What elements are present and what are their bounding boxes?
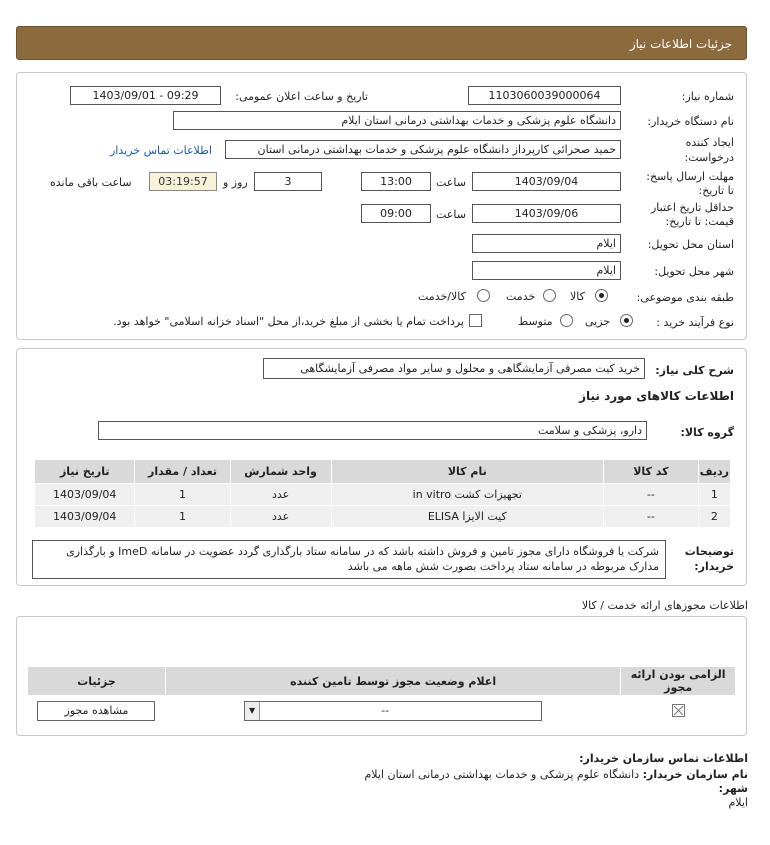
delivery-city-label: شهر محل تحویل: bbox=[654, 265, 734, 278]
license-details-cell bbox=[28, 696, 166, 726]
process-radio-minor[interactable] bbox=[620, 314, 633, 327]
treasury-payment-note: پرداخت تمام یا بخشی از مبلغ خرید،از محل "اسناد خزانه اسلامی" خواهد بود. bbox=[113, 315, 464, 328]
table-row bbox=[28, 696, 736, 726]
cell-qty: 1 bbox=[135, 506, 230, 528]
time-remaining-word: ساعت باقی مانده bbox=[50, 176, 132, 189]
license-status-cell bbox=[165, 696, 620, 726]
col-code: کد کالا bbox=[603, 460, 698, 484]
col-license-required: الزامی بودن ارائه مجوز bbox=[621, 667, 736, 696]
contact-org bbox=[365, 768, 749, 781]
category-radio-goods[interactable] bbox=[595, 289, 608, 302]
col-date: تاریخ نیاز bbox=[35, 460, 135, 484]
license-status-value: -- bbox=[381, 703, 390, 717]
deadline-label-1: مهلت ارسال پاسخ: bbox=[646, 170, 734, 183]
buyer-notes-label-2: خریدار: bbox=[694, 560, 734, 573]
cell-code: -- bbox=[603, 484, 698, 506]
col-qty: تعداد / مقدار bbox=[135, 460, 230, 484]
col-row: ردیف bbox=[698, 460, 730, 484]
contact-city bbox=[719, 782, 748, 795]
summary-label: شرح کلی نیاز: bbox=[655, 364, 734, 377]
announce-date-field: 1403/09/01 - 09:29 bbox=[70, 86, 221, 105]
time-remaining-field: 03:19:57 bbox=[149, 172, 217, 191]
cell-name: تجهیزات کشت in vitro bbox=[331, 484, 603, 506]
category-radio-goods-service[interactable] bbox=[477, 289, 490, 302]
contact-province bbox=[729, 796, 749, 809]
category-option-service: خدمت bbox=[506, 290, 536, 303]
cell-row: 1 bbox=[698, 484, 730, 506]
buyer-notes-label-1: توضیحات bbox=[684, 545, 734, 558]
table-row bbox=[35, 484, 731, 506]
process-option-minor: جزیی bbox=[585, 315, 611, 328]
cell-unit: عدد bbox=[230, 484, 331, 506]
cell-date: 1403/09/04 bbox=[35, 484, 135, 506]
delivery-city-field: ایلام bbox=[472, 261, 621, 280]
cell-name: کیت الایزا ELISA bbox=[331, 506, 603, 528]
contact-title: اطلاعات تماس سازمان خریدار: bbox=[579, 752, 748, 765]
goods-group-label: گروه کالا: bbox=[680, 426, 734, 439]
view-license-button[interactable]: مشاهده مجوز bbox=[37, 701, 155, 721]
table-row bbox=[35, 506, 731, 528]
announce-date-label: تاریخ و ساعت اعلان عمومی: bbox=[235, 90, 368, 103]
process-label: نوع فرآیند خرید : bbox=[656, 316, 734, 329]
validity-date-field: 1403/09/06 bbox=[472, 204, 621, 223]
contact-org-value: دانشگاه علوم پزشکی و خدمات بهداشتی درمانی استان ایلام bbox=[364, 768, 640, 781]
col-license-status: اعلام وضعیت مجوز توسط تامین کننده bbox=[165, 667, 620, 696]
validity-label-1: حداقل تاریخ اعتبار bbox=[650, 201, 734, 214]
validity-time-label: ساعت bbox=[436, 208, 466, 221]
deadline-label-2: تا تاریخ: bbox=[698, 184, 734, 197]
buyer-contact-link[interactable]: اطلاعات تماس خریدار bbox=[110, 144, 212, 157]
licenses-title: اطلاعات مجوزهای ارائه خدمت / کالا bbox=[581, 599, 748, 612]
goods-info-title: اطلاعات کالاهای مورد نیاز bbox=[579, 389, 734, 403]
col-unit: واحد شمارش bbox=[230, 460, 331, 484]
need-number-field: 1103060039000064 bbox=[468, 86, 621, 105]
buyer-notes-box: شرکت یا فروشگاه دارای مجوز تامین و فروش داشته باشد که در سامانه ستاد بارگذاری گردد عضویت در سامانه ImeD و بارگذاری مدارک مربوطه در سامانه ستاد پرداخت بصورت شش ماهه می باشد bbox=[32, 540, 666, 579]
chevron-down-icon: ▼ bbox=[245, 702, 260, 720]
validity-label-2: قیمت: تا تاریخ: bbox=[665, 215, 734, 228]
category-option-goods: کالا bbox=[570, 290, 585, 303]
license-required-cell bbox=[621, 696, 736, 726]
process-radio-medium[interactable] bbox=[560, 314, 573, 327]
category-option-goods-service: کالا/خدمت bbox=[418, 290, 466, 303]
buyer-org-label: نام دستگاه خریدار: bbox=[647, 115, 734, 128]
licenses-table bbox=[27, 666, 736, 726]
cell-date: 1403/09/04 bbox=[35, 506, 135, 528]
process-option-medium: متوسط bbox=[518, 315, 553, 328]
contact-org-label: نام سازمان خریدار: bbox=[642, 768, 748, 781]
delivery-province-field: ایلام bbox=[472, 234, 621, 253]
deadline-date-field: 1403/09/04 bbox=[472, 172, 621, 191]
license-status-select[interactable] bbox=[244, 701, 542, 721]
cell-qty: 1 bbox=[135, 484, 230, 506]
creator-field: حمید صحرائی کارپرداز دانشگاه علوم پزشکی و خدمات بهداشتی درمانی استان bbox=[225, 140, 621, 159]
buyer-org-field: دانشگاه علوم پزشکی و خدمات بهداشتی درمانی استان ایلام bbox=[173, 111, 621, 130]
need-number-label: شماره نیاز: bbox=[681, 90, 734, 103]
treasury-payment-checkbox[interactable] bbox=[469, 314, 482, 327]
col-name: نام کالا bbox=[331, 460, 603, 484]
category-label: طبقه بندی موضوعی: bbox=[636, 291, 734, 304]
cell-unit: عدد bbox=[230, 506, 331, 528]
cell-row: 2 bbox=[698, 506, 730, 528]
validity-time-field: 09:00 bbox=[361, 204, 431, 223]
creator-label-2: درخواست: bbox=[684, 151, 734, 164]
days-remaining-field: 3 bbox=[254, 172, 322, 191]
disabled-checkbox-icon bbox=[672, 704, 685, 717]
items-table bbox=[34, 459, 731, 528]
licenses-table-header bbox=[28, 667, 736, 696]
items-table-header bbox=[35, 460, 731, 484]
creator-label-1: ایجاد کننده bbox=[685, 136, 734, 149]
cell-code: -- bbox=[603, 506, 698, 528]
delivery-province-label: استان محل تحویل: bbox=[647, 238, 734, 251]
goods-group-field: دارو، پزشکی و سلامت bbox=[98, 421, 647, 440]
contact-city-value-shown: ایلام bbox=[728, 796, 748, 809]
page-title: جزئیات اطلاعات نیاز bbox=[629, 37, 732, 51]
page-header bbox=[16, 26, 747, 60]
contact-city-label: شهر: bbox=[718, 782, 748, 795]
col-license-details: جزئیات bbox=[28, 667, 166, 696]
deadline-time-field: 13:00 bbox=[361, 172, 431, 191]
days-word: روز و bbox=[223, 176, 248, 189]
category-radio-service[interactable] bbox=[543, 289, 556, 302]
summary-field: خرید کیت مصرفی آزمایشگاهی و محلول و سایر مواد مصرفی آزمایشگاهی bbox=[263, 358, 645, 379]
deadline-time-label: ساعت bbox=[436, 176, 466, 189]
